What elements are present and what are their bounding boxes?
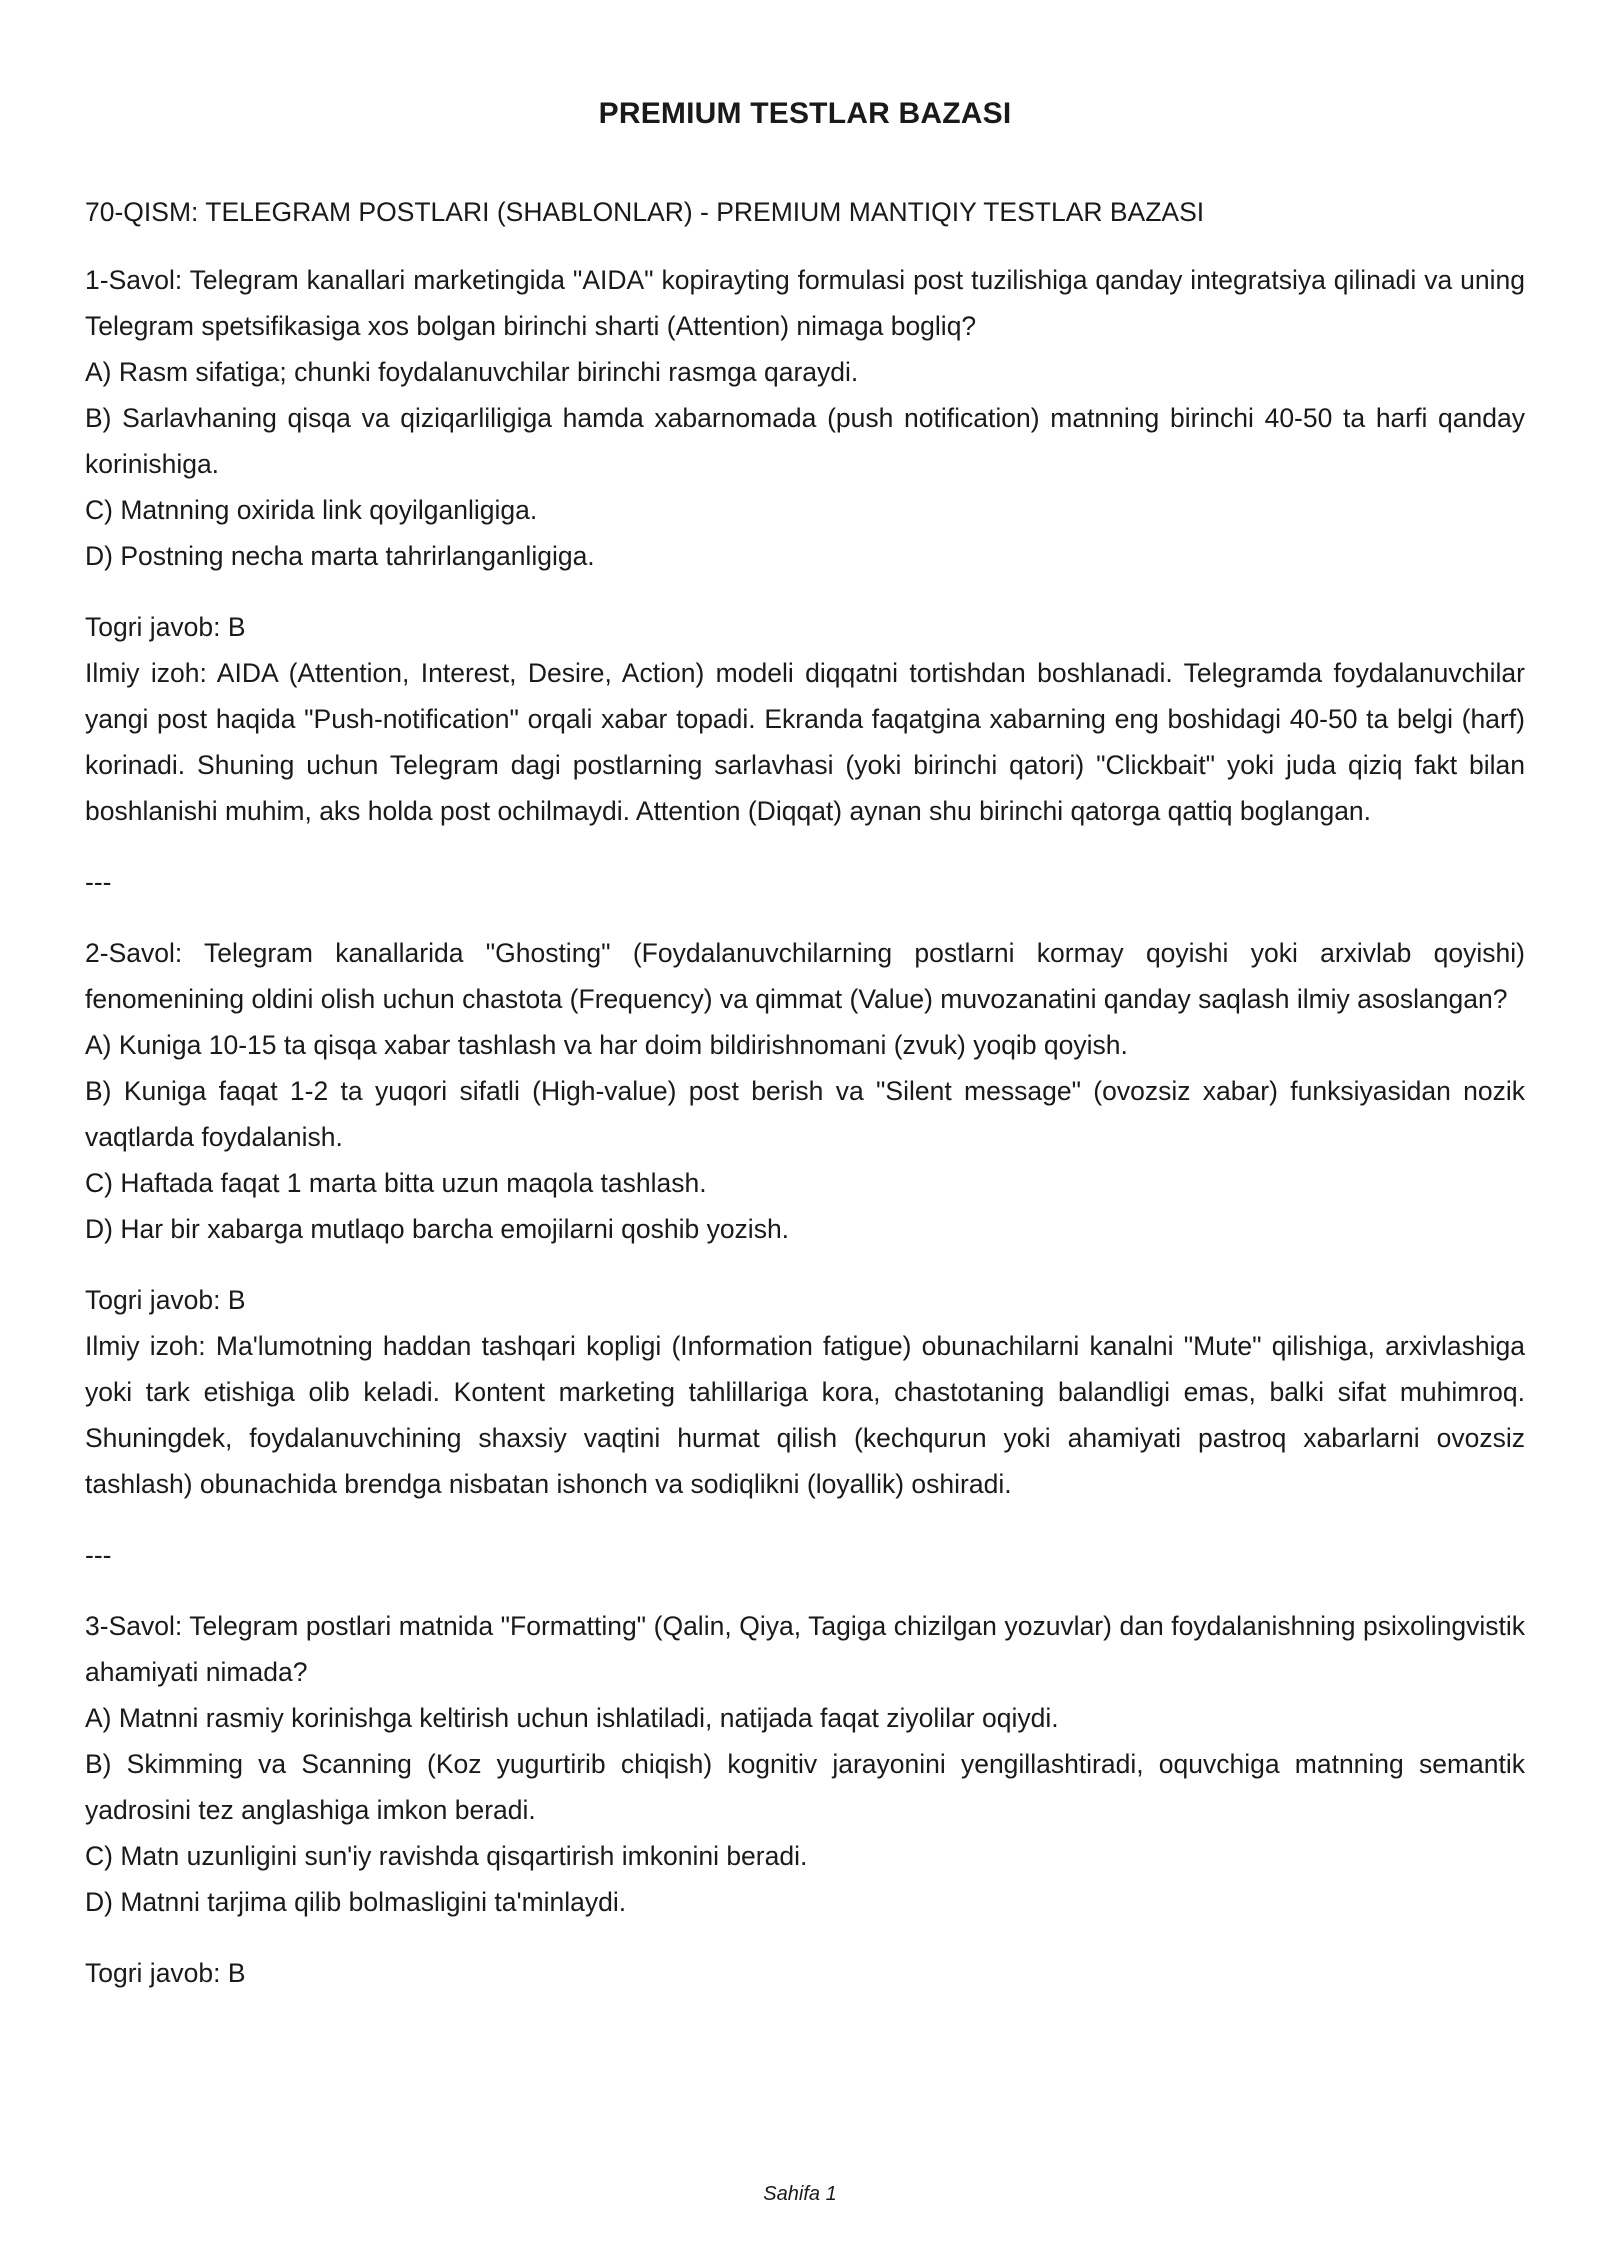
question-3-option-b: B) Skimming va Scanning (Koz yugurtirib chiqish) kognitiv jarayonini yengillashtiradi, oquvchiga matnning semantik yadrosini tez anglashiga imkon beradi. xyxy=(85,1749,1525,1825)
separator-2: --- xyxy=(85,1540,112,1570)
question-2-text: 2-Savol: Telegram kanallarida "Ghosting" (Foydalanuvchilarning postlarni kormay qoyishi yoki arxivlab qoyishi) fenomenining oldini olish uchun chastota (Frequency) va qimmat (Value) muvozanatini qanday saqlash ilmiy asoslangan? xyxy=(85,938,1525,1014)
question-1-option-b: B) Sarlavhaning qisqa va qiziqarliligiga hamda xabarnomada (push notification) matnning birinchi 40-50 ta harfi qanday korinishiga. xyxy=(85,403,1525,479)
section-title: 70-QISM: TELEGRAM POSTLARI (SHABLONLAR) - PREMIUM MANTIQIY TESTLAR BAZASI xyxy=(85,197,1205,227)
question-3-option-a: A) Matnni rasmiy korinishga keltirish uchun ishlatiladi, natijada faqat ziyolilar oqiydi. xyxy=(85,1703,1059,1733)
question-1-option-a: A) Rasm sifatiga; chunki foydalanuvchilar birinchi rasmga qaraydi. xyxy=(85,357,859,387)
document-title: PREMIUM TESTLAR BAZASI xyxy=(598,97,1012,130)
question-1-option-c: C) Matnning oxirida link qoyilganligiga. xyxy=(85,495,538,525)
question-2-option-a: A) Kuniga 10-15 ta qisqa xabar tashlash va har doim bildirishnomani (zvuk) yoqib qoyish. xyxy=(85,1030,1128,1060)
question-1-answer: Togri javob: B xyxy=(85,612,246,642)
question-2-option-c: C) Haftada faqat 1 marta bitta uzun maqola tashlash. xyxy=(85,1168,707,1198)
document-body xyxy=(85,257,1525,1996)
page-footer: Sahifa 1 xyxy=(763,2183,837,2205)
question-3-text: 3-Savol: Telegram postlari matnida "Formatting" (Qalin, Qiya, Tagiga chizilgan yozuvlar) dan foydalanishning psixolingvistik ahamiyati nimada? xyxy=(85,1611,1525,1687)
question-3-answer: Togri javob: B xyxy=(85,1958,246,1988)
question-1-explanation: Ilmiy izoh: AIDA (Attention, Interest, Desire, Action) modeli diqqatni tortishdan boshlanadi. Telegramda foydalanuvchilar yangi post haqida "Push-notification" orqali xabar topadi. Ekranda faqatgina xabarning eng boshidagi 40-50 ta belgi (harf) korinadi. Shuning uchun Telegram dagi postlarning sarlavhasi (yoki birinchi qatori) "Clickbait" yoki juda qiziq fakt bilan boshlanishi muhim, aks holda post ochilmaydi. Attention (Diqqat) aynan shu birinchi qatorga qattiq boglangan. xyxy=(85,658,1525,826)
question-3-option-d: D) Matnni tarjima qilib bolmasligini ta'minlaydi. xyxy=(85,1887,627,1917)
question-2-answer: Togri javob: B xyxy=(85,1285,246,1315)
question-2-option-d: D) Har bir xabarga mutlaqo barcha emojilarni qoshib yozish. xyxy=(85,1214,790,1244)
question-3-option-c: C) Matn uzunligini sun'iy ravishda qisqartirish imkonini beradi. xyxy=(85,1841,808,1871)
question-1-text: 1-Savol: Telegram kanallari marketingida "AIDA" kopirayting formulasi post tuzilishiga qanday integratsiya qilinadi va uning Telegram spetsifikasiga xos bolgan birinchi sharti (Attention) nimaga bogliq? xyxy=(85,265,1525,341)
question-1-option-d: D) Postning necha marta tahrirlanganligiga. xyxy=(85,541,595,571)
question-2-explanation: Ilmiy izoh: Ma'lumotning haddan tashqari kopligi (Information fatigue) obunachilarni kanalni "Mute" qilishiga, arxivlashiga yoki tark etishiga olib keladi. Kontent marketing tahlillariga kora, chastotaning balandligi emas, balki sifat muhimroq. Shuningdek, foydalanuvchining shaxsiy vaqtini hurmat qilish (kechqurun yoki ahamiyati pastroq xabarlarni ovozsiz tashlash) obunachida brendga nisbatan ishonch va sodiqlikni (loyallik) oshiradi. xyxy=(85,1331,1525,1499)
separator-1: --- xyxy=(85,867,112,897)
question-2-option-b: B) Kuniga faqat 1-2 ta yuqori sifatli (High-value) post berish va "Silent message" (ovozsiz xabar) funksiyasidan nozik vaqtlarda foydalanish. xyxy=(85,1076,1525,1152)
